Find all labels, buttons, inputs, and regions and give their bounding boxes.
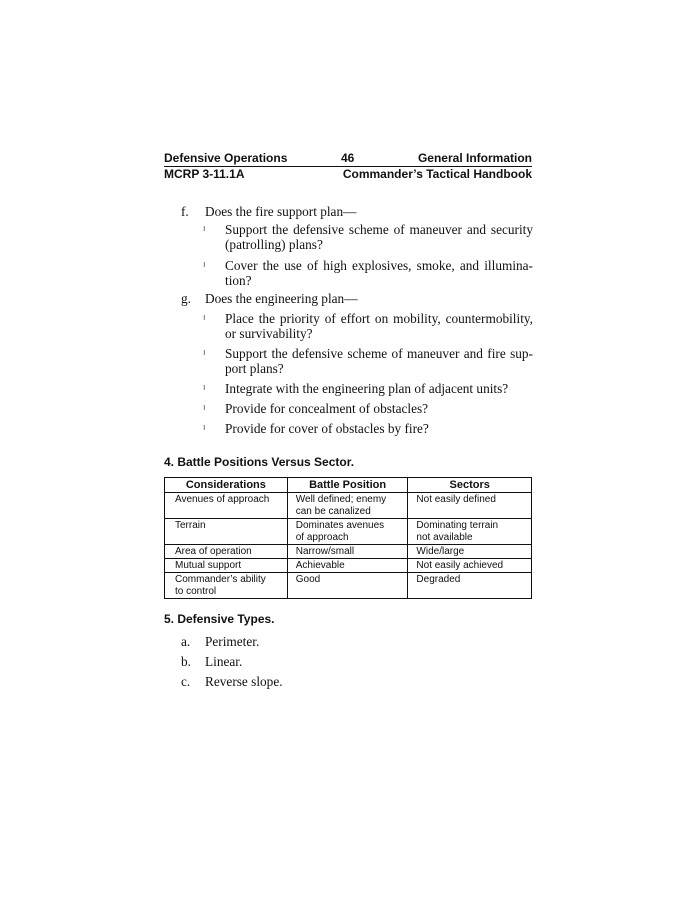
item-letter: b.	[181, 654, 191, 669]
item-text: Linear.	[205, 654, 243, 669]
table-cell	[165, 545, 288, 559]
bullet-mark: ı	[203, 403, 206, 413]
table-cell	[287, 519, 408, 545]
table-cell	[408, 545, 532, 559]
table-row	[165, 493, 532, 519]
table-header-cell: Battle Position	[287, 478, 408, 493]
bullet-line: (patrolling) plans?	[225, 237, 323, 252]
bullet-line: Support the defensive scheme of maneuver and security	[225, 222, 533, 237]
bullet-mark: ı	[203, 313, 206, 323]
item-text: Reverse slope.	[205, 674, 283, 689]
bullet-line: Cover the use of high explosives, smoke, and illumina-	[225, 258, 533, 273]
bullet-mark: ı	[203, 348, 206, 358]
bullet-line: Integrate with the engineering plan of adjacent units?	[225, 381, 509, 396]
cell-line: Wide/large	[416, 546, 465, 557]
table-header-cell: Sectors	[408, 478, 532, 493]
cell-line: Degraded	[416, 574, 461, 585]
item-letter: c.	[181, 674, 191, 689]
cell-line: Not easily defined	[416, 494, 496, 505]
header-chapter-title: General Information	[417, 151, 532, 165]
table-cell	[165, 493, 288, 519]
cell-line: Area of operation	[175, 546, 252, 557]
cell-line: of approach	[295, 532, 349, 543]
table-cell	[408, 493, 532, 519]
item-question: Does the fire support plan—	[205, 204, 357, 219]
table-cell	[165, 559, 288, 573]
table-row	[165, 545, 532, 559]
bullet-mark: ı	[203, 260, 206, 270]
bullet-mark: ı	[203, 423, 206, 433]
section-heading-defensive-types: 5. Defensive Types.	[164, 612, 275, 626]
header-handbook-title: Commander’s Tactical Handbook	[342, 167, 532, 181]
cell-line: Dominates avenues	[295, 520, 385, 531]
item-letter: g.	[181, 291, 191, 306]
table-cell	[165, 573, 288, 599]
table-row	[165, 573, 532, 599]
cell-line: Terrain	[175, 520, 206, 531]
bullet-line: Provide for concealment of obstacles?	[225, 401, 429, 416]
cell-line: Narrow/small	[295, 546, 355, 557]
cell-line: not available	[416, 532, 473, 543]
header-page-number: 46	[341, 151, 355, 165]
bullet-line: tion?	[225, 273, 252, 288]
battle-positions-table	[164, 477, 532, 599]
table-cell	[408, 573, 532, 599]
cell-line: Achievable	[295, 560, 345, 571]
table-cell	[287, 573, 408, 599]
bullet-mark: ı	[203, 383, 206, 393]
cell-line: Well defined; enemy	[295, 494, 387, 505]
bullet-line: Provide for cover of obstacles by fire?	[225, 421, 429, 436]
item-question: Does the engineering plan—	[205, 291, 358, 306]
running-header-bottom	[164, 167, 532, 182]
cell-line: to control	[175, 586, 217, 597]
bullet-line: Support the defensive scheme of maneuver and fire sup-	[225, 346, 533, 361]
cell-line: Avenues of approach	[175, 494, 270, 505]
item-letter: a.	[181, 634, 191, 649]
cell-line: Good	[295, 574, 321, 585]
cell-line: Commander’s ability	[175, 574, 266, 585]
table-header-cell: Considerations	[165, 478, 288, 493]
table-cell	[287, 559, 408, 573]
item-text: Perimeter.	[205, 634, 260, 649]
header-section-title: Defensive Operations	[164, 151, 288, 165]
bullet-line: port plans?	[225, 361, 284, 376]
table-cell	[408, 519, 532, 545]
running-header-top	[164, 151, 532, 167]
table-header-row	[165, 478, 532, 493]
cell-line: Dominating terrain	[416, 520, 499, 531]
table-row	[165, 559, 532, 573]
section-heading-battle-positions: 4. Battle Positions Versus Sector.	[164, 455, 355, 469]
bullet-line: Place the priority of effort on mobility, countermobility,	[225, 311, 533, 326]
table-cell	[287, 493, 408, 519]
table-row	[165, 519, 532, 545]
cell-line: Not easily achieved	[416, 560, 504, 571]
cell-line: can be canalized	[295, 506, 371, 517]
table-cell	[287, 545, 408, 559]
header-publication-id: MCRP 3-11.1A	[164, 167, 245, 181]
table-cell	[165, 519, 288, 545]
cell-line: Mutual support	[175, 560, 242, 571]
table-cell	[408, 559, 532, 573]
bullet-mark: ı	[203, 224, 206, 234]
item-letter: f.	[181, 204, 189, 219]
bullet-line: or survivability?	[225, 326, 313, 341]
